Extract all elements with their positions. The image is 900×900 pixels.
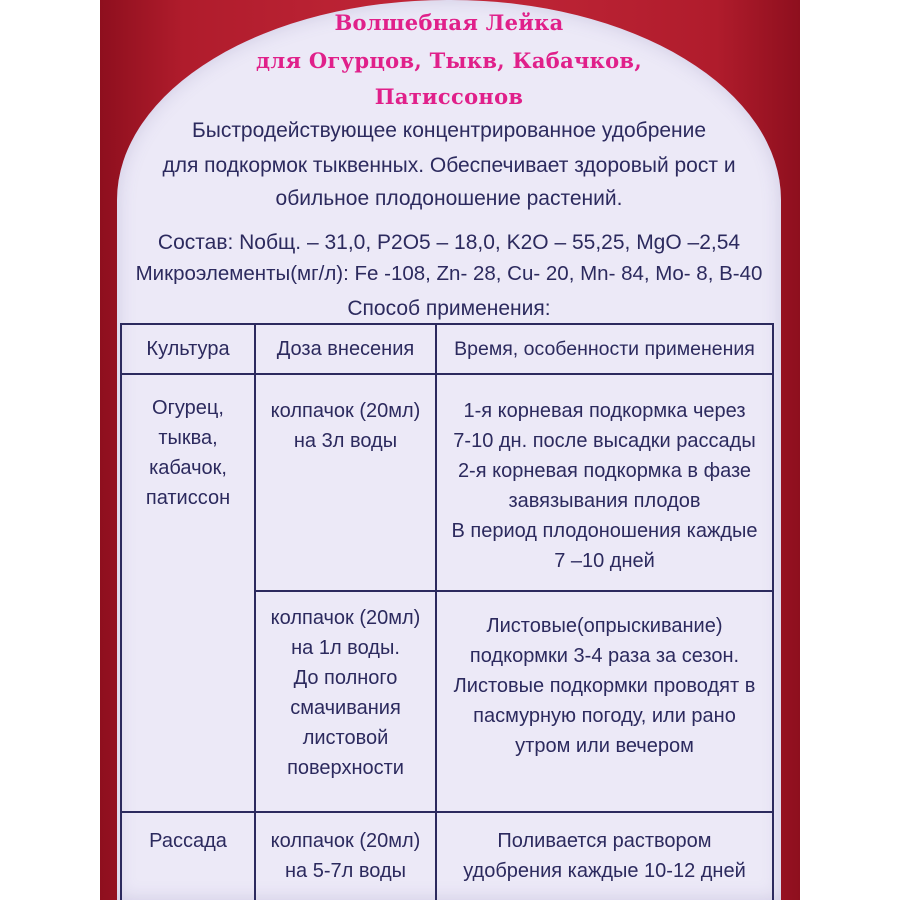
row2-dose: колпачок (20мл) на 5-7л воды [270,830,421,882]
description-line-2: для подкормок тыквенных. Обеспечивает здоровый рост и [162,154,736,177]
table-line-header [120,373,774,375]
composition-line: Состав: Nобщ. – 31,0, P2O5 – 18,0, K2O – 55,25, MgO –2,54 [157,231,741,254]
method-title: Способ применения: [347,297,551,320]
table-line-subrow [254,590,774,592]
row1-time-root: 1-я корневая подкормка через 7-10 дн. после высадки рассады 2-я корневая подкормка в фазе завязывания плодов В период плодоношения каждые 7 –10 дней [451,400,758,572]
header-culture: Культура [146,338,230,360]
product-label [117,0,781,900]
header-time: Время, особенности применения [454,338,755,360]
microelements-line: Микроэлементы(мг/л): Fe -108, Zn- 28, Cu- 20, Mn- 84, Mo- 8, B-40 [135,262,763,285]
table-line-top [120,323,774,325]
description-line-1: Быстродействующее концентрированное удобрение [191,119,707,142]
row1-time-foliar: Листовые(опрыскивание) подкормки 3-4 раза за сезон. Листовые подкормки проводят в пасмурную погоду, или рано утром или вечером [453,615,756,757]
row2-culture: Рассада [149,830,227,852]
table-line-row2 [120,811,774,813]
row1-dose-root: колпачок (20мл) на 3л воды [270,400,421,452]
header-dose: Доза внесения [276,338,415,360]
row2-time: Поливается раствором удобрения каждые 10-12 дней [463,830,746,882]
table-line-right [772,323,774,900]
row1-dose-foliar: колпачок (20мл) на 1л воды. До полного смачивания листовой поверхности [270,607,421,779]
title-line-1: Волшебная Лейка [334,10,564,35]
description-line-3: обильное плодоношение растений. [275,187,623,210]
row1-culture: Огурец, тыква, кабачок, патиссон [145,397,231,509]
title-line-3: Патиссонов [374,84,524,109]
usage-table [120,323,774,900]
title-line-2: для Огурцов, Тыкв, Кабачков, [256,48,642,73]
